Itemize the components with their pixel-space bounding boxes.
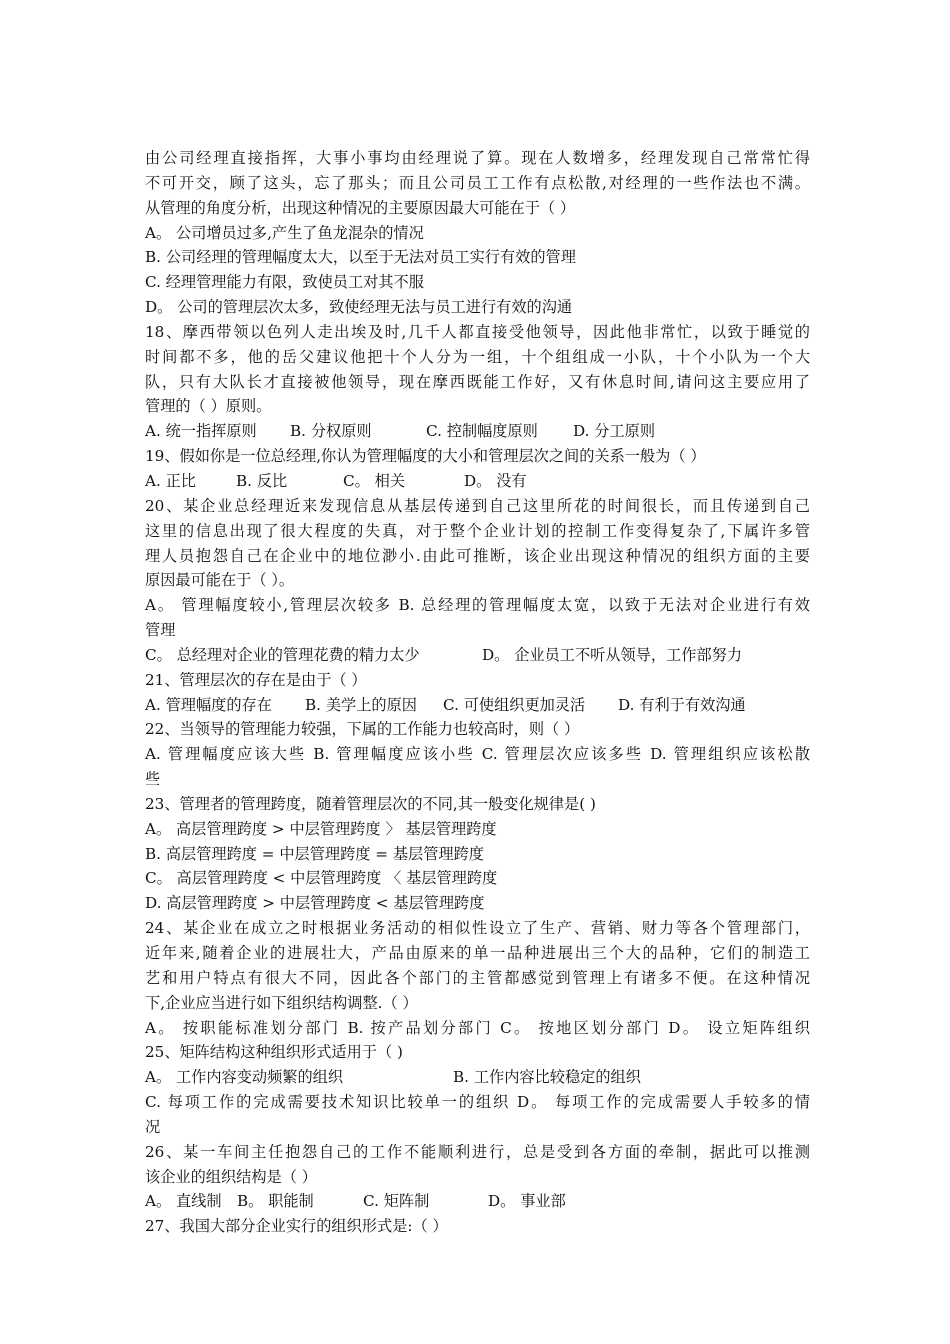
text-line: C. 经理管理能力有限，致使员工对其不服 [145, 273, 424, 292]
text-line: 队，只有大队长才直接被他领导，现在摩西既能工作好，又有休息时间,请问这主要应用了 [145, 372, 810, 391]
text-line: 该企业的组织结构是（ ） [145, 1167, 317, 1186]
text-line [145, 469, 810, 494]
text-line: 艺和用户特点有很大不同，因此各个部门的主管都感觉到管理上有诸多不便。在这种情况 [145, 968, 810, 987]
text-line: 不可开交，顾了这头，忘了那头；而且公司员工工作有点松散,对经理的一些作法也不满。 [145, 173, 810, 192]
option-segment: D. 分工原则 [573, 422, 656, 441]
text-line: A。 按职能标准划分部门 B. 按产品划分部门 C。 按地区划分部门 D。 设立矩阵组织 [145, 1018, 810, 1037]
text-line: 27、我国大部分企业实行的组织形式是:（ ） [145, 1217, 448, 1236]
text-line: B. 高层管理跨度 = 中层管理跨度 = 基层管理跨度 [145, 844, 484, 863]
text-line: 由公司经理直接指挥，大事小事均由经理说了算。现在人数增多，经理发现自己常常忙得 [145, 149, 810, 167]
text-line: A。 管理幅度较小,管理层次较多 B. 总经理的管理幅度太宽，以致于无法对企业进行有效 [145, 596, 810, 615]
option-segment: A。 直线制 [145, 1192, 222, 1211]
option-segment: B. 分权原则 [290, 422, 372, 441]
option-segment: C. 可使组织更加灵活 [443, 695, 586, 714]
option-segment: B. 美学上的原因 [305, 695, 417, 714]
option-segment: A. 统一指挥原则 [145, 422, 257, 441]
text-line [145, 419, 810, 444]
option-segment: D. 有利于有效沟通 [618, 695, 746, 714]
document-body [145, 146, 810, 1239]
text-line: 21、管理层次的存在是由于（ ） [145, 670, 367, 689]
option-segment: C。 相关 [343, 471, 406, 490]
text-line [145, 693, 810, 718]
text-line: C。 高层管理跨度 < 中层管理跨度 〈 基层管理跨度 [145, 869, 498, 888]
text-line [145, 1189, 810, 1214]
text-line: D. 高层管理跨度 > 中层管理跨度 < 基层管理跨度 [145, 894, 485, 913]
option-segment: A. 管理幅度的存在 [145, 695, 272, 714]
text-line: 况 [145, 1117, 161, 1136]
text-line: 18、摩西带领以色列人走出埃及时,几千人都直接受他领导，因此他非常忙，以致于睡觉的 [145, 322, 810, 341]
text-line: 些 [145, 770, 161, 789]
text-line: A。 公司增员过多,产生了鱼龙混杂的情况 [145, 223, 424, 242]
text-line: D。 公司的管理层次太多，致使经理无法与员工进行有效的沟通 [145, 298, 573, 317]
text-line: 近年来,随着企业的进展壮大，产品由原来的单一品种进展出三个大的品种，它们的制造工 [145, 944, 810, 962]
text-line: 24、某企业在成立之时根据业务活动的相似性设立了生产、营销、财力等各个管理部门， [145, 919, 810, 938]
text-line: 从管理的角度分析，出现这种情况的主要原因最大可能在于（ ） [145, 198, 576, 217]
option-segment: B. 反比 [236, 471, 288, 490]
option-segment: D。 企业员工不听从领导，工作部努力 [482, 645, 743, 664]
text-line: 管理 [145, 621, 176, 640]
text-line: 22、当领导的管理能力较强，下属的工作能力也较高时，则（ ） [145, 720, 580, 739]
option-segment: D。 事业部 [488, 1192, 566, 1211]
option-segment: B。 职能制 [237, 1192, 314, 1211]
text-line: 19、假如你是一位总经理,你认为管理幅度的大小和管理层次之间的关系一般为（ ） [145, 447, 706, 466]
text-line: 23、管理者的管理跨度，随着管理层次的不同,其一般变化规律是( ) [145, 794, 596, 813]
text-line: 时间都不多，他的岳父建议他把十个人分为一组，十个组组成一小队，十个小队为一个大 [145, 347, 810, 366]
option-segment: B. 工作内容比较稳定的组织 [453, 1068, 641, 1087]
text-line: 原因最可能在于（ ）。 [145, 571, 295, 590]
text-line: 26、某一车间主任抱怨自己的工作不能顺利进行，总是受到各方面的牵制，据此可以推测 [145, 1142, 810, 1161]
option-segment: C。 总经理对企业的管理花费的精力太少 [145, 645, 420, 664]
text-line [145, 643, 810, 668]
option-segment: A。 工作内容变动频繁的组织 [145, 1068, 344, 1087]
text-line: A。 高层管理跨度 > 中层管理跨度 〉 基层管理跨度 [145, 819, 497, 838]
text-line [145, 1065, 810, 1090]
option-segment: D。 没有 [464, 471, 527, 490]
option-segment: C. 控制幅度原则 [426, 422, 538, 441]
text-line: 下,企业应当进行如下组织结构调整.（ ） [145, 993, 418, 1012]
text-line: 25、矩阵结构这种组织形式适用于（ ) [145, 1043, 403, 1062]
text-line: 这里的信息出现了很大程度的失真，对于整个企业计划的控制工作变得复杂了,下属许多管 [145, 521, 810, 540]
option-segment: C. 矩阵制 [363, 1192, 430, 1211]
text-line: 理人员抱怨自己在企业中的地位渺小.由此可推断，该企业出现这种情况的组织方面的主要 [145, 546, 810, 565]
text-line: B. 公司经理的管理幅度太大，以至于无法对员工实行有效的管理 [145, 248, 576, 267]
text-line: 20、某企业总经理近来发现信息从基层传递到自己这里所花的时间很长，而且传递到自己 [145, 496, 810, 515]
text-line: A. 管理幅度应该大些 B. 管理幅度应该小些 C. 管理层次应该多些 D. 管理组织应该松散 [145, 745, 810, 764]
text-line: C. 每项工作的完成需要技术知识比较单一的组织 D。 每项工作的完成需要人手较多的情 [145, 1093, 810, 1112]
text-line: 管理的（ ）原则。 [145, 397, 272, 416]
option-segment: A. 正比 [145, 471, 196, 490]
